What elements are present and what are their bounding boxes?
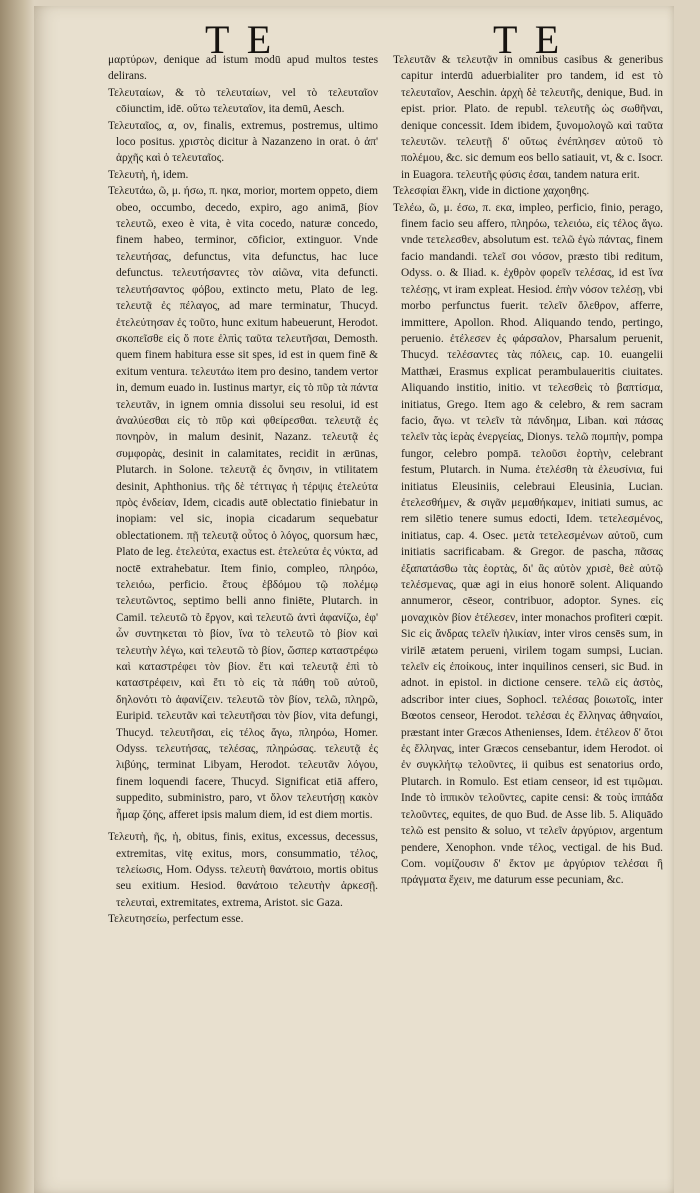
dictionary-entry: Τελευτᾶν & τελευτᾷν in omnibus casibus & generibus capitur interdū aduerbialiter pro tandem, id est τὸ τελευταῖον, Aeschin. ἀρχὴ δὲ τελευτῆς, denique, Bud. in epist. prior. Plato. de republ. τελευτῆς ὡς σωθῆναι, denique concessit. Idem ibidem, ξυνομολογῶ καὶ ταῦτα τελευτῶν. τελευτῇ δ' οὕτως ἐνέπλησεν αὐτοῦ τὸ πολέμου, &c. sic demum eos bello satiauit, vt, & c. Isocr. in Euagora. τελευτῆς φύσις ἐσαι, tandem natura erit. [393, 54, 663, 181]
dictionary-entry: Τελεσφίαι ἕλκη, vide in dictione χαχοηθης. [393, 185, 590, 198]
entry-continuation: μαρτύρων, denique ad istum modū apud multos testes delirans. [108, 54, 378, 83]
dictionary-entry: Τελευτάω, ῶ, μ. ήσω, π. ηκα, morior, mortem oppeto, diem obeo, occumbo, decedo, expiro, ago animā, βίον τελευτῶ, exeo è vita, è vita cocedo, naturæ concedo, finem habeo, terminor, cōficior, extinguor. Vnde τελευτήσας, defunctus, vita defunctus, hac luce defunctus. τελευτήσαντες τὸν αἰῶνα, vita defuncti. τελευτήσαντος φόβου, extincto metu, Plato de leg. τελευτᾷ ἐς πέλαγος, ad mare terminatur, Thucyd. ἐτελεύτησαν ἐς τοῦτο, hunc exitum habeuerunt, Herodot. σκοπεῖσθε εἰς ὅ ποτε ἐλπὶς ταῦτα τελευτῆσαι, Demosth. quem finem habitura esse sit spes, id est in quem finē & exitum ventura. τελευτάω item pro desino, tandem vertor in, demum euado in. Iustinus martyr, εἰς τὸ πῦρ τὰ πάντα τελευτᾶν, in ignem omnia dissolui seu resolui, id est ἀναλύεσθαι εἰς τὸ πῦρ καὶ φθείρεσθαι. τελευτᾷ ἐς πονηρὸν, in malum desinit, Nazanz. τελευτᾷ ἐς συμφορὰς, desinit in calamitates, recidit in ærūnas, Plutarch. in Solone. τελευτᾷ ἐς ὄνησιν, in vtilitatem desinit, Aphthonius. τῆς δὲ τέττιγας ἡ τέρψις ἐτελεύτα πρὸς ἐνδείαν, Idem, cicadis autē oblectatio finiebatur in inopiam: vel sic, inopia cicadarum sequebatur oblectationem. πῇ τελευτᾷ οὗτος ὁ λόγος, quorsum hæc, Plato de leg. ἐτελεύτα, exactus est. ἐτελεύτα ἐς νύκτα, ad noctē extrahebatur. Item finio, compleo, πληρόω, τελειόω, perficio. ἔτους ἑβδόμου τῷ πολέμῳ τελευτῶντος, septimo belli anno finiēte, Plutarch. in Camil. τελευτῶ τὸ ἔργον, καὶ τελευτῶ ἀντὶ ἀφανίζω, ἐφ' ὧν συντηκεται τὸ βίον, ἵνα τὸ τελευτῶ τὸ βίον καὶ τελευτὴν λέγω, καὶ τελευτῶ τὸ βίον, ὥσπερ καταστρέφω καὶ καταστρέφει τὸν βίον. ἔτι καὶ τελευτᾷ ἐπὶ τὸ καταστρέφειν, καὶ ἔτι τὸ εἰς τὰ πάθη τοῦ αὐτοῦ, δηλονότι τὸ ἀφανίζειν. τελευτῶ τὸν βίον, τελῶ, πληρῶ, Euripid. τελευτᾶν καὶ τελευτῆσαι τὸν βίον, vita defungi, Thucyd. τελευτῆσαι, εἰς τέλος ἄγω, πληρόω, Homer. Odyss. τελευτήσας, τελέσας, πληρώσας. τελευτᾷ ἐς λιβύης, terminat Libyam, Herodot. τελευτᾶν λόγου, finem loquendi facere, Thucyd. Significat etiā affero, suppedito, subministro, paro, vt ὅλον τελευτήσῃ κακὸν ἦμαρ ζόης, afferet ipsis malum diem, id est diem mortis. [108, 185, 378, 821]
dictionary-entry: Τελέω, ῶ, μ. έσω, π. εκα, impleo, perficio, finio, perago, finem facio seu affero, πληρόω, τελειόω, εἰς τέλος ἄγω. vnde τετελεσθεν, absolutum est. τελῶ ἐγὼ πάντας, finem facio mandandi. τελεῖ σοι νόσον, præsto tibi reditum, Odyss. o. & Iliad. κ. ἐχθρὸν φορεῖν τελέσας, id est ἵνα τελέσῃς, vt iram expleat. Hesiod. ἐπὴν νόσον τελέσῃ, vbi morbo perfunctus fuerit. τελεῖν ὄλεθρον, afferre, immittere, Apollon. Rhod. Aliquando tendo, pertingo, peruenio. ἐτέλεσεν ἐς φάρσαλον, Pharsalum peruenit, Thucyd. τελέσαντες τὰς πόλεις, cap. 10. euangelii Matthæi, Erasmus explicat perambulaueritis ciuitates. Aliquando institio, initio. vt τελεσθεὶς τὸ βαπτίσμα, initiatus, Grego. Item ago & celebro, & rem sacram facio, ἄγω. vt τελεῖν τὰ πάνδημα, Liban. καὶ πάσας τελεῖν τὰς ἱερὰς ἐνεργείας, Dionys. τελῶ πομπὴν, pompa fungor, celebro pompā. τελοῦσι ἑορτὴν, celebrant festum, Plutarch. in Numa. ἐτελέσθη τὰ ἐλευσίνια, fui initiatus Eleusiniis, celebraui Eleusinia, Lucian. ἐτελεσθήμεν, & σιγᾶν μεμαθήκαμεν, initiati sumus, ac rem silētio tenere sumus edocti, Idem. τετελεσμένος, initiatus, cap. 4. Osec. μετὰ τετελεσμένων αὐτοῦ, cum initiatis sacrificabam. & Gregor. de pascha, πᾶσας ἐξαπατάσθω τὰς ἑορτὰς, δι' ἃς αὐτὸν χρισὲ, θεὲ αὐτῷ τελέσμενας, quæ agi in eius honorē solent. Aliquando annumeror, cēseor, contribuor, adoptor. Synes. εἰς μοναχικὸν βίον ἐτέλεσεν, inter monachos profiteri cœpit. Sic εἰς ἄνδρας τελεῖν ἡλικίαν, inter viros censēs sum, in virilē ætatem perueni, virilem togam sumpsi, Lucian. τελεῖν εἰς ἐποίκους, inter inquilinos censeri, sic Bud. in adnot. in epistol. in dictione censere. τελῶ εἰς ἀστὸς, adscribor inter ciues, Sophocl. τελέσας βοιωτοῖς, inter Bœotos censeor, Herodot. τελέσαι ἐς ἕλληνας ἀθηναίοι, præstant inter Græcos Athenienses, Idem. ἐτέλεον δ' ὅτοι ἐς ἕλληνας, inter Græcos censebantur, idem Herodot. οἱ ἐν συγκλήτῳ τελοῦντες, ii quibus est senatorius ordo, Plutarch. in Romulo. Est etiam censeor, id est τιμῶμαι. Inde τὸ ἱππικὸν τελοῦντες, capite censi: & τοὺς ἱππάδα τελοῦντες, equites, de quo Bud. de Asse lib. 5. Aliquādo τελῶ est pensito & soluo, vt τελεῖν ἀργύριον, argentum pendere, Xenophon. vnde τέλος, vectigal. de his Bud. Com. νομίζουσιν δ' ἔκτον με ἀργύριον τελέσαι ἢ πράγματα ἔχειν, me daturum esse pecuniam, &c. [393, 201, 663, 887]
dictionary-entry: Τελευτὴ, ἡ, idem. [108, 168, 189, 181]
running-head-left: T E [205, 17, 276, 62]
left-column [108, 52, 378, 928]
dictionary-entry: Τελευτησείω, perfectum esse. [108, 913, 244, 926]
dictionary-entry: Τελευταίων, & τὸ τελευταίων, vel τὸ τελευταῖον cōiunctim, idē. οὕτω τελευταῖον, ita demū, Aesch. [108, 86, 378, 116]
dictionary-entry: Τελευταῖος, α, ον, finalis, extremus, postremus, ultimo loco positus. χριστὸς dicitur à Nazanzeno in orat. ὁ ἀπ' ἀρχῆς καὶ ὁ τελευταῖος. [108, 119, 378, 165]
dictionary-entry: Τελευτὴ, ῆς, ἡ, obitus, finis, exitus, excessus, decessus, extremitas, vitę exitus, mors, consummatio, τέλος, τελείωσις, Hom. Odyss. τελευτὴ θανάτοιο, mortis obitus seu exitium. Hesiod. θανάτοιο τελευτὴν ἀρκεσῇ. τελευταὶ, extremitates, extrema, Aristot. sic Gaza. [108, 831, 378, 909]
book-spine-shadow [0, 0, 34, 1193]
running-head-right: T E [493, 17, 564, 62]
right-column [393, 52, 663, 889]
